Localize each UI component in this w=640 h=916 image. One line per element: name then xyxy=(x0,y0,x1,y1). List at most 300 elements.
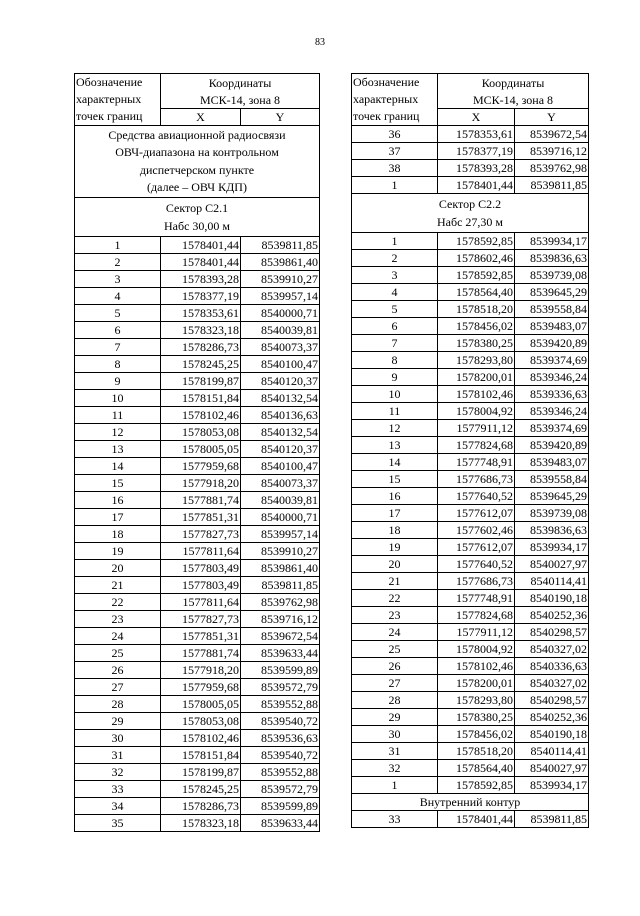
x-coordinate: 1578564,40 xyxy=(438,760,515,777)
point-number: 24 xyxy=(352,624,438,641)
x-coordinate: 1577881,74 xyxy=(161,645,241,662)
y-coordinate: 8540100,47 xyxy=(241,356,320,373)
point-number: 37 xyxy=(352,143,438,160)
point-number: 18 xyxy=(75,526,161,543)
point-number: 13 xyxy=(352,437,438,454)
x-coordinate: 1578401,44 xyxy=(161,237,241,254)
table-row xyxy=(352,126,589,143)
y-coordinate: 8539934,17 xyxy=(515,233,589,250)
x-coordinate: 1578401,44 xyxy=(438,811,515,828)
table-row xyxy=(352,318,589,335)
designation-header xyxy=(75,74,161,126)
y-coordinate: 8539374,69 xyxy=(515,352,589,369)
table-row xyxy=(352,760,589,777)
x-coordinate: 1578323,18 xyxy=(161,815,241,832)
point-number: 9 xyxy=(352,369,438,386)
x-column-header: X xyxy=(161,109,241,126)
y-coordinate: 8540039,81 xyxy=(241,492,320,509)
point-number: 15 xyxy=(352,471,438,488)
table-row xyxy=(352,386,589,403)
point-number: 10 xyxy=(75,390,161,407)
table-row xyxy=(75,662,320,679)
y-coordinate: 8540073,37 xyxy=(241,339,320,356)
table-row xyxy=(352,369,589,386)
y-coordinate: 8540027,97 xyxy=(515,760,589,777)
table-row xyxy=(75,356,320,373)
designation-header-line3: точек границ xyxy=(76,109,143,123)
x-coordinate: 1577824,68 xyxy=(438,437,515,454)
table-row xyxy=(75,730,320,747)
y-coordinate: 8539599,89 xyxy=(241,662,320,679)
point-number: 3 xyxy=(352,267,438,284)
inner-contour-section xyxy=(352,794,589,811)
point-number: 36 xyxy=(352,126,438,143)
x-coordinate: 1577881,74 xyxy=(161,492,241,509)
y-coordinate: 8539633,44 xyxy=(241,645,320,662)
y-coordinate: 8540136,63 xyxy=(241,407,320,424)
sector-height: Набс 27,30 м xyxy=(436,215,504,229)
table-row xyxy=(352,675,589,692)
x-coordinate: 1577640,52 xyxy=(438,488,515,505)
x-coordinate: 1578377,19 xyxy=(161,288,241,305)
table-row xyxy=(352,437,589,454)
x-coordinate: 1578200,01 xyxy=(438,369,515,386)
y-coordinate: 8539572,79 xyxy=(241,781,320,798)
x-coordinate: 1578245,25 xyxy=(161,781,241,798)
y-coordinate: 8540120,37 xyxy=(241,373,320,390)
x-coordinate: 1577827,73 xyxy=(161,611,241,628)
table-row xyxy=(75,798,320,815)
x-coordinate: 1578380,25 xyxy=(438,335,515,352)
x-coordinate: 1578102,46 xyxy=(161,730,241,747)
facility-line: Средства авиационной радиосвязи xyxy=(108,128,286,142)
coords-header-line1: Координаты xyxy=(438,74,589,92)
y-coordinate: 8539552,88 xyxy=(241,764,320,781)
table-body-left xyxy=(75,74,320,237)
coords-header-line2: МСК-14, зона 8 xyxy=(438,91,589,109)
x-coordinate: 1578286,73 xyxy=(161,798,241,815)
point-number: 19 xyxy=(352,539,438,556)
y-coordinate: 8540298,57 xyxy=(515,692,589,709)
table-row xyxy=(75,390,320,407)
y-coordinate: 8539811,85 xyxy=(515,811,589,828)
x-coordinate: 1578200,01 xyxy=(438,675,515,692)
facility-line: ОВЧ-диапазона на контрольном xyxy=(115,145,279,160)
point-number: 25 xyxy=(75,645,161,662)
y-coordinate: 8539739,08 xyxy=(515,267,589,284)
x-coordinate: 1578564,40 xyxy=(438,284,515,301)
x-coordinate: 1577959,68 xyxy=(161,458,241,475)
sector-height: Набс 30,00 м xyxy=(163,219,231,234)
x-coordinate: 1578102,46 xyxy=(161,407,241,424)
point-number: 18 xyxy=(352,522,438,539)
y-coordinate: 8539672,54 xyxy=(241,628,320,645)
table-row xyxy=(352,250,589,267)
x-coordinate: 1578005,05 xyxy=(161,696,241,713)
y-coordinate: 8540336,63 xyxy=(515,658,589,675)
point-number: 2 xyxy=(352,250,438,267)
x-coordinate: 1577803,49 xyxy=(161,560,241,577)
x-coordinate: 1578293,80 xyxy=(438,692,515,709)
point-number: 8 xyxy=(75,356,161,373)
y-coordinate: 8539420,89 xyxy=(515,335,589,352)
facility-description xyxy=(75,126,320,198)
right-coordinate-rows xyxy=(352,233,589,794)
table-row xyxy=(75,271,320,288)
left-coordinate-rows xyxy=(75,237,320,832)
table-row xyxy=(352,811,589,828)
y-coordinate: 8539536,63 xyxy=(241,730,320,747)
table-row xyxy=(75,441,320,458)
table-row xyxy=(352,641,589,658)
point-number: 29 xyxy=(75,713,161,730)
table-row xyxy=(352,403,589,420)
point-number: 13 xyxy=(75,441,161,458)
point-number: 5 xyxy=(75,305,161,322)
x-coordinate: 1577918,20 xyxy=(161,662,241,679)
x-coordinate: 1578199,87 xyxy=(161,373,241,390)
point-number: 21 xyxy=(352,573,438,590)
y-coordinate: 8539910,27 xyxy=(241,543,320,560)
table-row xyxy=(352,488,589,505)
y-coordinate: 8540073,37 xyxy=(241,475,320,492)
y-coordinate: 8539811,85 xyxy=(241,577,320,594)
x-coordinate: 1577911,12 xyxy=(438,624,515,641)
x-coordinate: 1578377,19 xyxy=(438,143,515,160)
table-row xyxy=(75,509,320,526)
table-row xyxy=(352,505,589,522)
x-coordinate: 1578353,61 xyxy=(438,126,515,143)
sector-title: Сектор С2.2 xyxy=(438,197,502,211)
point-number: 1 xyxy=(352,233,438,250)
y-coordinate: 8540252,36 xyxy=(515,607,589,624)
table-row xyxy=(75,611,320,628)
y-coordinate: 8539811,85 xyxy=(241,237,320,254)
table-row xyxy=(352,284,589,301)
x-coordinate: 1578005,05 xyxy=(161,441,241,458)
table-row xyxy=(75,458,320,475)
x-coordinate: 1578293,80 xyxy=(438,352,515,369)
point-number: 4 xyxy=(75,288,161,305)
y-coordinate: 8539836,63 xyxy=(515,250,589,267)
point-number: 1 xyxy=(352,177,438,194)
y-coordinate: 8540252,36 xyxy=(515,709,589,726)
y-coordinate: 8539762,98 xyxy=(515,160,589,177)
table-row xyxy=(75,526,320,543)
x-coordinate: 1577811,64 xyxy=(161,543,241,560)
x-coordinate: 1578380,25 xyxy=(438,709,515,726)
table-row xyxy=(75,747,320,764)
y-coordinate: 8540327,02 xyxy=(515,641,589,658)
x-coordinate: 1578053,08 xyxy=(161,713,241,730)
table-row xyxy=(352,471,589,488)
x-coordinate: 1578393,28 xyxy=(438,160,515,177)
x-coordinate: 1577612,07 xyxy=(438,505,515,522)
x-coordinate: 1578004,92 xyxy=(438,641,515,658)
table-row xyxy=(352,454,589,471)
y-coordinate: 8540298,57 xyxy=(515,624,589,641)
sector-title: Сектор С2.1 xyxy=(165,201,229,216)
y-coordinate: 8539716,12 xyxy=(515,143,589,160)
table-row xyxy=(75,288,320,305)
sector-heading xyxy=(352,194,589,233)
x-coordinate: 1577748,91 xyxy=(438,590,515,607)
x-coordinate: 1578518,20 xyxy=(438,743,515,760)
table-row xyxy=(75,475,320,492)
y-coordinate: 8539420,89 xyxy=(515,437,589,454)
table-row xyxy=(75,373,320,390)
sector-row xyxy=(352,194,589,233)
table-row xyxy=(75,696,320,713)
y-column-header: Y xyxy=(241,109,320,126)
inner-contour-label: Внутренний контур xyxy=(352,794,589,811)
point-number: 21 xyxy=(75,577,161,594)
y-coordinate: 8540120,37 xyxy=(241,441,320,458)
x-coordinate: 1577918,20 xyxy=(161,475,241,492)
inner-contour-row xyxy=(352,794,589,811)
point-number: 7 xyxy=(352,335,438,352)
table-body-right xyxy=(352,74,589,126)
y-coordinate: 8540190,18 xyxy=(515,726,589,743)
y-column-header: Y xyxy=(515,109,589,126)
table-row xyxy=(75,628,320,645)
y-coordinate: 8539762,98 xyxy=(241,594,320,611)
right-top-rows xyxy=(352,126,589,194)
y-coordinate: 8539645,29 xyxy=(515,488,589,505)
y-coordinate: 8539716,12 xyxy=(241,611,320,628)
table-row xyxy=(352,160,589,177)
point-number: 14 xyxy=(352,454,438,471)
y-coordinate: 8540327,02 xyxy=(515,675,589,692)
point-number: 31 xyxy=(352,743,438,760)
point-number: 16 xyxy=(352,488,438,505)
table-row xyxy=(75,237,320,254)
y-coordinate: 8539374,69 xyxy=(515,420,589,437)
y-coordinate: 8539483,07 xyxy=(515,454,589,471)
y-coordinate: 8539739,08 xyxy=(515,505,589,522)
point-number: 1 xyxy=(352,777,438,794)
x-coordinate: 1577827,73 xyxy=(161,526,241,543)
x-coordinate: 1578053,08 xyxy=(161,424,241,441)
x-coordinate: 1577686,73 xyxy=(438,573,515,590)
point-number: 10 xyxy=(352,386,438,403)
point-number: 7 xyxy=(75,339,161,356)
table-row xyxy=(352,267,589,284)
x-coordinate: 1578592,85 xyxy=(438,233,515,250)
table-row xyxy=(75,322,320,339)
table-row xyxy=(352,301,589,318)
table-row xyxy=(352,420,589,437)
table-row xyxy=(352,624,589,641)
x-coordinate: 1578401,44 xyxy=(438,177,515,194)
table-row xyxy=(352,352,589,369)
table-row xyxy=(352,177,589,194)
table-row xyxy=(75,594,320,611)
y-coordinate: 8540027,97 xyxy=(515,556,589,573)
table-row xyxy=(75,407,320,424)
x-coordinate: 1578518,20 xyxy=(438,301,515,318)
point-number: 9 xyxy=(75,373,161,390)
header-row xyxy=(75,74,320,92)
x-coordinate: 1577851,31 xyxy=(161,628,241,645)
table-row xyxy=(75,424,320,441)
table-row xyxy=(75,560,320,577)
table-row xyxy=(75,339,320,356)
table-row xyxy=(352,590,589,607)
table-row xyxy=(352,233,589,250)
x-coordinate: 1578456,02 xyxy=(438,318,515,335)
y-coordinate: 8539633,44 xyxy=(241,815,320,832)
page-number: 83 xyxy=(315,37,325,48)
y-coordinate: 8540132,54 xyxy=(241,424,320,441)
point-number: 25 xyxy=(352,641,438,658)
x-coordinate: 1577602,46 xyxy=(438,522,515,539)
x-coordinate: 1578401,44 xyxy=(161,254,241,271)
table-row xyxy=(352,692,589,709)
y-coordinate: 8539558,84 xyxy=(515,301,589,318)
y-coordinate: 8539672,54 xyxy=(515,126,589,143)
point-number: 32 xyxy=(75,764,161,781)
y-coordinate: 8539540,72 xyxy=(241,713,320,730)
y-coordinate: 8539346,24 xyxy=(515,369,589,386)
x-coordinate: 1577851,31 xyxy=(161,509,241,526)
point-number: 28 xyxy=(352,692,438,709)
y-coordinate: 8539910,27 xyxy=(241,271,320,288)
designation-header xyxy=(352,74,438,126)
right-bottom-rows xyxy=(352,811,589,828)
facility-line: диспетчерском пункте xyxy=(139,162,255,177)
header-row xyxy=(352,74,589,92)
table-row xyxy=(75,764,320,781)
y-coordinate: 8539552,88 xyxy=(241,696,320,713)
table-row xyxy=(352,726,589,743)
designation-header-line1: Обозначение xyxy=(353,75,420,89)
point-number: 38 xyxy=(352,160,438,177)
point-number: 24 xyxy=(75,628,161,645)
x-coordinate: 1577748,91 xyxy=(438,454,515,471)
table-row xyxy=(75,492,320,509)
point-number: 20 xyxy=(352,556,438,573)
point-number: 15 xyxy=(75,475,161,492)
point-number: 30 xyxy=(352,726,438,743)
sector-heading xyxy=(75,198,320,237)
table-row xyxy=(75,781,320,798)
point-number: 8 xyxy=(352,352,438,369)
point-number: 30 xyxy=(75,730,161,747)
y-coordinate: 8539861,40 xyxy=(241,560,320,577)
y-coordinate: 8540132,54 xyxy=(241,390,320,407)
point-number: 4 xyxy=(352,284,438,301)
x-coordinate: 1577959,68 xyxy=(161,679,241,696)
y-coordinate: 8539540,72 xyxy=(241,747,320,764)
point-number: 34 xyxy=(75,798,161,815)
table-row xyxy=(75,815,320,832)
point-number: 26 xyxy=(75,662,161,679)
point-number: 6 xyxy=(75,322,161,339)
table-row xyxy=(352,573,589,590)
table-row xyxy=(75,713,320,730)
y-coordinate: 8539599,89 xyxy=(241,798,320,815)
y-coordinate: 8539811,85 xyxy=(515,177,589,194)
table-row xyxy=(75,679,320,696)
y-coordinate: 8539558,84 xyxy=(515,471,589,488)
table-row xyxy=(352,658,589,675)
point-number: 26 xyxy=(352,658,438,675)
y-coordinate: 8539934,17 xyxy=(515,777,589,794)
y-coordinate: 8540000,71 xyxy=(241,509,320,526)
x-coordinate: 1577824,68 xyxy=(438,607,515,624)
table-row xyxy=(352,607,589,624)
x-coordinate: 1577803,49 xyxy=(161,577,241,594)
x-coordinate: 1578323,18 xyxy=(161,322,241,339)
table-row xyxy=(352,335,589,352)
x-coordinate: 1578393,28 xyxy=(161,271,241,288)
right-sector-section xyxy=(352,194,589,233)
point-number: 33 xyxy=(352,811,438,828)
point-number: 22 xyxy=(75,594,161,611)
x-coordinate: 1578592,85 xyxy=(438,777,515,794)
x-coordinate: 1578199,87 xyxy=(161,764,241,781)
designation-header-line1: Обозначение xyxy=(76,75,143,89)
point-number: 12 xyxy=(75,424,161,441)
facility-line: (далее – ОВЧ КДП) xyxy=(147,179,247,194)
point-number: 11 xyxy=(352,403,438,420)
x-coordinate: 1578102,46 xyxy=(438,658,515,675)
y-coordinate: 8539934,17 xyxy=(515,539,589,556)
y-coordinate: 8539483,07 xyxy=(515,318,589,335)
x-coordinate: 1578151,84 xyxy=(161,390,241,407)
x-coordinate: 1577686,73 xyxy=(438,471,515,488)
x-coordinate: 1578245,25 xyxy=(161,356,241,373)
x-coordinate: 1578286,73 xyxy=(161,339,241,356)
table-row xyxy=(75,645,320,662)
x-coordinate: 1577911,12 xyxy=(438,420,515,437)
table-row xyxy=(352,522,589,539)
x-coordinate: 1578592,85 xyxy=(438,267,515,284)
designation-header-line2: характерных xyxy=(76,92,142,106)
table-row xyxy=(75,543,320,560)
sector-row xyxy=(75,198,320,237)
designation-header-line3: точек границ xyxy=(353,109,420,123)
point-number: 1 xyxy=(75,237,161,254)
x-coordinate: 1578004,92 xyxy=(438,403,515,420)
x-coordinate: 1578353,61 xyxy=(161,305,241,322)
table-row xyxy=(352,709,589,726)
table-row xyxy=(352,143,589,160)
coordinates-table-right xyxy=(351,73,589,828)
point-number: 35 xyxy=(75,815,161,832)
point-number: 5 xyxy=(352,301,438,318)
designation-header-line2: характерных xyxy=(353,92,419,106)
y-coordinate: 8540100,47 xyxy=(241,458,320,475)
point-number: 27 xyxy=(75,679,161,696)
point-number: 23 xyxy=(352,607,438,624)
y-coordinate: 8539336,63 xyxy=(515,386,589,403)
point-number: 23 xyxy=(75,611,161,628)
point-number: 17 xyxy=(75,509,161,526)
x-coordinate: 1578151,84 xyxy=(161,747,241,764)
y-coordinate: 8539572,79 xyxy=(241,679,320,696)
y-coordinate: 8540000,71 xyxy=(241,305,320,322)
x-coordinate: 1577811,64 xyxy=(161,594,241,611)
y-coordinate: 8539836,63 xyxy=(515,522,589,539)
x-coordinate: 1578102,46 xyxy=(438,386,515,403)
table-row xyxy=(352,743,589,760)
y-coordinate: 8539645,29 xyxy=(515,284,589,301)
x-coordinate: 1577640,52 xyxy=(438,556,515,573)
point-number: 17 xyxy=(352,505,438,522)
table-row xyxy=(75,577,320,594)
